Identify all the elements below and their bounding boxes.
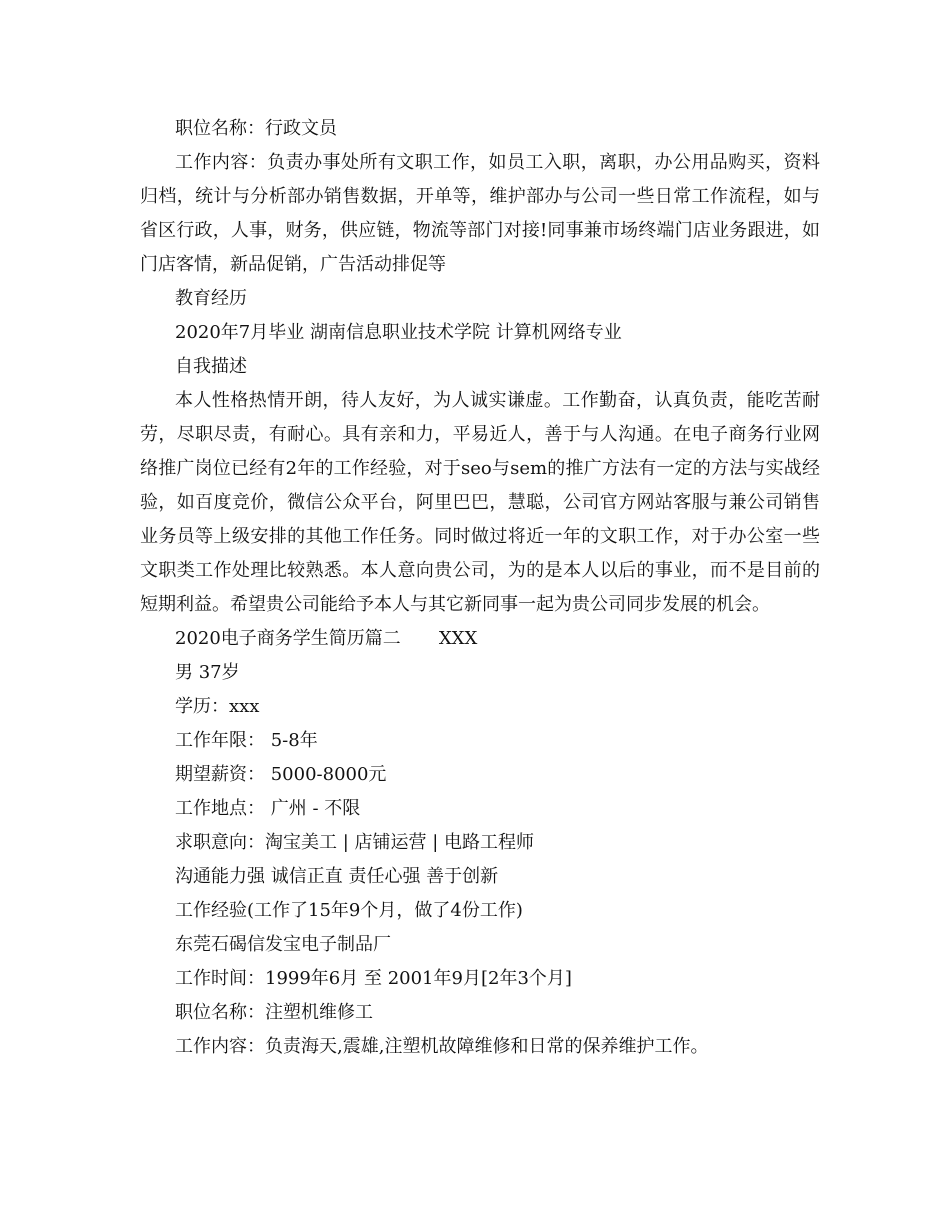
job-content-two-line: 工作内容：负责海天,震雄,注塑机故障维修和日常的保养维护工作。 bbox=[175, 1036, 709, 1057]
gender-age-line: 男 37岁 bbox=[175, 662, 240, 683]
work-years-line: 工作年限： 5-8年 bbox=[175, 730, 318, 751]
resume-two-title: 2020电子商务学生简历篇二 bbox=[175, 628, 401, 649]
self-description-paragraph: 本人性格热情开朗，待人友好，为人诚实谦虚。工作勤奋，认真负责，能吃苦耐劳，尽职尽责，有耐心。具有亲和力，平易近人，善于与人沟通。在电子商务行业网络推广岗位已经有2年的工作经验，对于seo与sem的推广方法有一定的方法与实战经验，如百度竞价，微信公众平台，阿里巴巴，慧聪，公司官方网站客服与兼公司销售业务员等上级安排的其他工作任务。同时做过将近一年的文职工作，对于办公室一些文职类工作处理比较熟悉。本人意向贵公司，为的是本人以后的事业，而不是目前的短期利益。希望贵公司能给予本人与其它新同事一起为贵公司同步发展的机会。 bbox=[140, 390, 820, 615]
position-line: 职位名称：注塑机维修工 bbox=[175, 1002, 373, 1023]
job-intention-line: 求职意向：淘宝美工 | 店铺运营 | 电路工程师 bbox=[175, 832, 535, 853]
work-location-line: 工作地点： 广州 - 不限 bbox=[175, 798, 361, 819]
education-heading: 教育经历 bbox=[175, 288, 247, 309]
job-title-line: 职位名称：行政文员 bbox=[175, 118, 337, 139]
self-description-heading: 自我描述 bbox=[175, 356, 247, 377]
education-line: 2020年7月毕业 湖南信息职业技术学院 计算机网络专业 bbox=[175, 322, 622, 343]
education-level-line: 学历：xxx bbox=[175, 696, 260, 717]
document-page bbox=[0, 112, 950, 1064]
resume-two-title-line bbox=[0, 622, 950, 656]
job-content-paragraph: 工作内容：负责办事处所有文职工作，如员工入职，离职，办公用品购买，资料归档，统计与分析部办销售数据，开单等，维护部办与公司一些日常工作流程，如与省区行政，人事，财务，供应链，物流等部门对接!同事兼市场终端门店业务跟进，如门店客情，新品促销，广告活动排促等 bbox=[140, 152, 820, 275]
experience-summary-line: 工作经验(工作了15年9个月，做了4份工作) bbox=[175, 900, 523, 921]
expected-salary-line: 期望薪资： 5000-8000元 bbox=[175, 764, 387, 785]
resume-two-name: XXX bbox=[438, 628, 478, 649]
traits-line: 沟通能力强 诚信正直 责任心强 善于创新 bbox=[175, 866, 499, 887]
company-line: 东莞石碣信发宝电子制品厂 bbox=[175, 934, 391, 955]
work-period-line: 工作时间：1999年6月 至 2001年9月[2年3个月] bbox=[175, 968, 572, 989]
